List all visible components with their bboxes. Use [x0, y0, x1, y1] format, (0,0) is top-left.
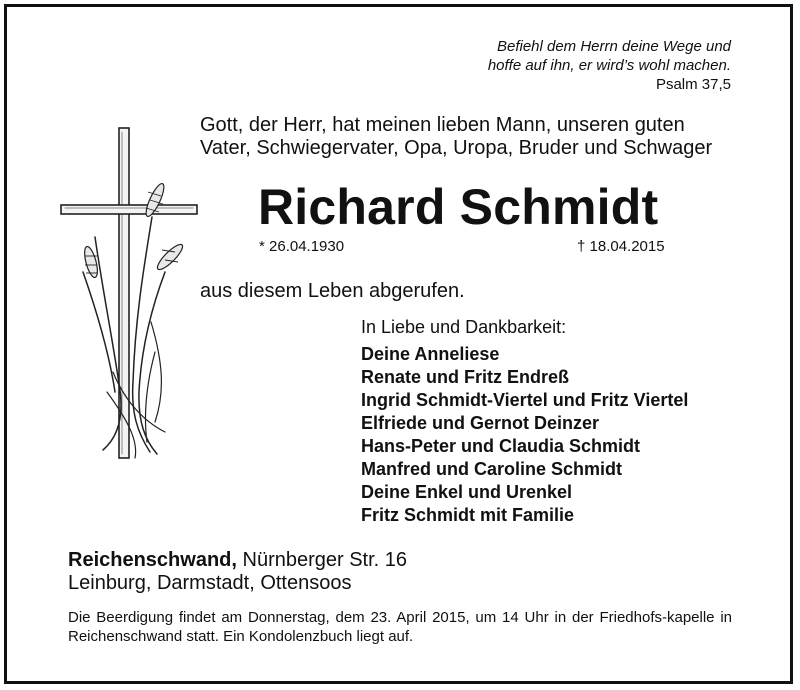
- intro-line-2: Vater, Schwiegervater, Opa, Uropa, Bruder und Schwager: [200, 137, 713, 159]
- closing-line: aus diesem Leben abgerufen.: [200, 280, 465, 302]
- mourner-name: Hans-Peter und Claudia Schmidt: [361, 436, 641, 456]
- thanks-line: In Liebe und Dankbarkeit:: [361, 317, 567, 337]
- funeral-note: Die Beerdigung findet am Donnerstag, dem 23. April 2015, um 14 Uhr in der Friedhofs-kapelle in Reichenschwand statt. Ein Kondolenzbuch liegt auf.: [68, 609, 732, 645]
- mourner-name: Elfriede und Gernot Deinzer: [361, 413, 600, 433]
- mourner-name: Fritz Schmidt mit Familie: [361, 505, 575, 525]
- mourner-name: Deine Enkel und Urenkel: [361, 482, 573, 502]
- motto-line-2: hoffe auf ihn, er wird’s wohl machen.: [487, 57, 731, 74]
- motto-reference: Psalm 37,5: [655, 76, 731, 93]
- motto-line-1: Befiehl dem Herrn deine Wege und: [496, 38, 731, 55]
- death-date: † 18.04.2015: [577, 238, 665, 255]
- cross-wheat-icon: [55, 122, 205, 467]
- deceased-name: Richard Schmidt: [258, 179, 659, 235]
- address-line: [68, 549, 407, 572]
- address-town: Reichenschwand,: [68, 549, 237, 571]
- mourners-list: [361, 343, 688, 527]
- address-street: Nürnberger Str. 16: [242, 549, 408, 571]
- intro-line-1: Gott, der Herr, hat meinen lieben Mann, unseren guten: [200, 114, 685, 136]
- birth-date: * 26.04.1930: [259, 238, 345, 255]
- mourner-name: Deine Anneliese: [361, 344, 500, 364]
- mourner-name: Renate und Fritz Endreß: [361, 367, 570, 387]
- address-places: Leinburg, Darmstadt, Ottensoos: [68, 572, 352, 594]
- mourner-name: Ingrid Schmidt-Viertel und Fritz Viertel: [361, 390, 689, 410]
- mourner-name: Manfred und Caroline Schmidt: [361, 459, 623, 479]
